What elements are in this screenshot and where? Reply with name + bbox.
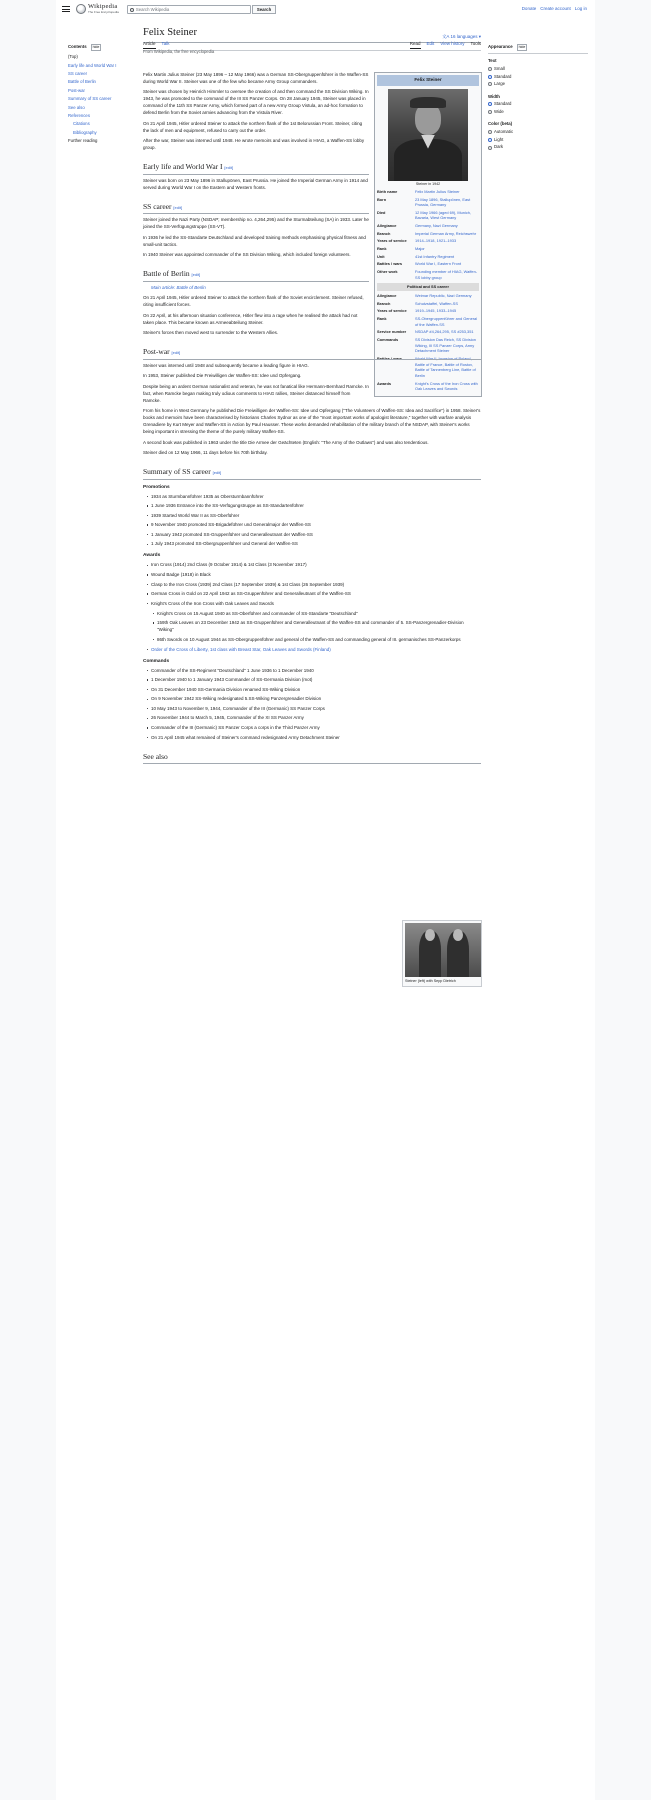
edit-section-link[interactable]: [edit] (224, 165, 234, 171)
tab-read[interactable]: Read (410, 41, 421, 49)
infobox-value[interactable]: 41st Infantry Regiment (415, 253, 455, 259)
list-item: 1 January 1942 promoted SS-Gruppenführer und Generalleutnant der Waffen-SS (151, 532, 481, 539)
infobox-label: Other work (377, 269, 398, 275)
awards-nested-list (157, 611, 481, 644)
paragraph: Steiner was born on 23 May 1896 in Stallupönen, East Prussia. He joined the Imperial German Army in 1914 and served during World War I on the Eastern and Western fronts. (143, 177, 368, 190)
appearance-option[interactable] (488, 74, 588, 80)
list-item: 159th Oak Leaves on 23 December 1942 as SS-Gruppenführer and Generalleutnant of the Waffen-SS and commander of 5. SS-Panzergrenadier-Division "Wiking" (157, 620, 481, 634)
infobox-label: Branch (377, 230, 391, 236)
option-label: Standard (494, 101, 512, 107)
infobox-label: Allegiance (377, 293, 397, 299)
infobox-row (377, 329, 479, 335)
infobox-value[interactable]: SS Division Das Reich, SS Division Wiking, III SS Panzer Corps, Army Detachment Steiner (415, 336, 476, 354)
infobox-label: Rank (377, 316, 387, 322)
toc-item[interactable]: Post-war (68, 87, 85, 93)
awards-list-tail (151, 647, 481, 654)
list-item: Knight's Cross of the Iron Cross with Oak Leaves and Swords (151, 601, 481, 608)
list-item: Iron Cross (1914) 2nd Class (9 October 1914) & 1st Class (3 November 1917) (151, 562, 481, 569)
infobox-value[interactable]: Germany, Nazi Germany (415, 223, 458, 229)
figure-steiner-dietrich[interactable] (402, 920, 482, 987)
infobox-value[interactable]: World War II, Invasion of Poland, Battle of France, Battle of Rostov, Battle of Tannenberg Line, Battle of Berlin (415, 355, 476, 378)
infobox-value[interactable]: Imperial German Army, Reichswehr (415, 230, 477, 236)
infobox-value[interactable]: Felix Martin Julius Steiner (415, 188, 460, 194)
toc-item[interactable]: References (68, 113, 90, 119)
infobox-row (377, 197, 479, 208)
list-item: 1 December 1940 to 1 January 1943 Commander of SS-Germania Division (mot) (151, 677, 481, 684)
page (56, 0, 595, 1800)
infobox-value[interactable]: 23 May 1896, Stallupönen, East Prussia, Germany (415, 196, 471, 208)
list-item: 26 November 1944 to March 5, 1945, Commander of the XI SS Panzer Army (151, 715, 481, 722)
paragraph: Steiner's forces then moved west to surrender to the Western Allies. (143, 330, 279, 336)
list-item: On 9 November 1942 SS-Wiking redesignated 5.SS-Wiking Panzergrenadier Division (151, 696, 481, 703)
portrait-photo[interactable] (388, 89, 468, 181)
infobox-label: Years of service (377, 238, 407, 244)
appearance-group (488, 121, 588, 150)
tab-view-history[interactable]: View history (440, 41, 465, 46)
figure-caption: Steiner (left) with Sepp Dietrich (405, 979, 456, 983)
infobox-label: Service number (377, 329, 407, 335)
subheading-promotions: Promotions (143, 484, 170, 490)
infobox-label: Died (377, 209, 386, 215)
toc-item[interactable]: Summary of SS career (68, 96, 112, 102)
globe-icon (76, 4, 86, 14)
list-item: On 21 April 1945 what remained of Steiner's command redesignated Army Detachment Steiner (151, 735, 481, 742)
toc-title: Contents (68, 44, 87, 49)
infobox-row (377, 293, 479, 299)
search-icon (130, 8, 134, 12)
infobox-row (377, 261, 479, 267)
language-button[interactable]: 文A 16 languages ▾ (441, 33, 481, 39)
appearance-group (488, 58, 588, 87)
infobox-value[interactable]: NSDAP #4,264,295, SS #253,351 (415, 329, 474, 335)
main-article-hatnote[interactable]: Main article: Battle of Berlin (151, 284, 206, 290)
tab-tools[interactable]: Tools (470, 41, 481, 46)
appearance-title: Appearance (488, 44, 513, 49)
infobox-value[interactable]: 1914–1918, 1921–1933 (415, 238, 457, 244)
option-label: Standard (494, 73, 512, 79)
tab-talk[interactable]: Talk (161, 41, 170, 46)
paragraph: Steiner was interned until 1948 and subsequently became a leading figure in HIAG. (143, 362, 309, 368)
portrait-caption: Steiner in 1942 (415, 181, 441, 186)
paragraph: Steiner died on 12 May 1966, 11 days before his 70th birthday. (143, 449, 268, 455)
infobox-value[interactable]: SS-Obergruppenführer and General of the Waffen-SS (415, 316, 478, 327)
infobox-label: Born (377, 196, 387, 202)
option-label: Automatic (494, 128, 514, 134)
list-item: 1 July 1943 promoted SS-Obergruppenführer und General der Waffen-SS (151, 541, 481, 548)
infobox-row (377, 189, 479, 195)
list-item: Knight's Cross on 15 August 1940 as SS-Oberführer and commander of SS-Standarte "Deutschland" (157, 611, 481, 618)
list-item: Commander of the III (Germanic) SS Panzer Corps a corps in the Third Panzer Army (151, 725, 481, 732)
appearance-option[interactable] (488, 66, 588, 72)
subheading-commands: Commands (143, 658, 170, 664)
option-label: Light (494, 136, 504, 142)
infobox-label: Branch (377, 300, 391, 306)
heading-summary-ss-career: Summary of SS career [edit] (143, 466, 481, 480)
page-title: Felix Steiner (143, 27, 197, 38)
infobox-label: Years of service (377, 308, 407, 314)
infobox-row (377, 238, 479, 244)
list-item[interactable]: Order of the Cross of Liberty, 1st class with Breast Star, Oak Leaves and Swords (Finland) (151, 647, 481, 654)
site-header (56, 0, 595, 18)
paragraph: On 21 April 1945, Hitler ordered Steiner to attack the northern flank of the Soviet encirclement. Steiner refused, citing insufficient forces. (143, 295, 364, 308)
appearance-panel (488, 44, 588, 157)
photo-steiner-dietrich[interactable] (405, 923, 481, 977)
search-button[interactable]: Search (252, 5, 276, 14)
main-menu-icon[interactable] (62, 6, 70, 11)
awards-list (151, 562, 481, 607)
list-item: 1 June 1936 Entrance into the SS-Verfügungstruppe as SS-Standartenführer (151, 503, 481, 510)
option-label: Small (494, 65, 505, 71)
infobox-row (377, 210, 479, 221)
list-item: 1934 as Sturmbannführer 1935 as Obersturmbannführer (151, 494, 481, 501)
appearance-group-label: Color (beta) (488, 121, 513, 127)
radio-button[interactable] (488, 130, 492, 134)
list-item: Commander of the SS-Regiment "Deutschland" 1 June 1936 to 1 December 1940 (151, 668, 481, 675)
infobox-row (377, 301, 479, 307)
infobox-value[interactable]: 1919–1945, 1933–1945 (415, 308, 457, 314)
toc-hide-button[interactable]: hide (91, 44, 102, 51)
donate-link[interactable]: Donate (521, 6, 537, 11)
paragraph: In 1936 he led the SS-Standarte Deutschland and developed training methods emphasising physical fitness and small-unit tactics. (143, 234, 366, 247)
appearance-option[interactable] (488, 129, 588, 135)
list-item: On 31 December 1940 SS-Germania Division renamed SS-Wiking Division (151, 687, 481, 694)
list-item: 1939 Started World War II as SS-Oberführer (151, 513, 481, 520)
infobox-section-ss: Political and SS career (377, 283, 479, 291)
infobox-label: Battles / wars (377, 261, 403, 267)
infobox-row (377, 246, 479, 252)
edit-section-link[interactable]: [edit] (173, 204, 183, 210)
heading-early-life: Early life and World War I [edit] (143, 161, 369, 175)
infobox-label: Birth name (377, 188, 398, 194)
appearance-group-label: Width (488, 93, 500, 99)
paragraph: Steiner joined the Nazi Party (NSDAP; membership no. 4,264,295) and the Sturmabteilung (SA) in 1933. Later he joined the SS-Verfügungstruppe (SS-VT). (143, 217, 369, 230)
infobox-value[interactable]: World War I, Eastern Front (415, 261, 462, 267)
edit-section-link[interactable]: [edit] (212, 469, 222, 475)
toc-item[interactable]: Citations (73, 121, 90, 127)
infobox-value[interactable]: Weimar Republic, Nazi Germany (415, 293, 472, 299)
toc-item[interactable]: (Top) (68, 54, 78, 60)
wikipedia-logo[interactable] (76, 4, 119, 14)
list-item: Wound Badge (1918) in Black (151, 572, 481, 579)
wordmark: Wikipedia (88, 3, 118, 11)
paragraph: In 1953, Steiner published Die Freiwilligen der Waffen-SS: Idee und Opfergang. (143, 373, 302, 379)
edit-section-link[interactable]: [edit] (191, 272, 201, 278)
appearance-hide-button[interactable]: hide (517, 44, 528, 51)
list-item: 10 May 1943 to November 9, 1944, Commander of the III (Germanic) SS Panzer Corps (151, 706, 481, 713)
tab-article[interactable]: Article (143, 41, 156, 49)
infobox-row (377, 254, 479, 260)
lead-paragraph: On 21 April 1945, Hitler ordered Steiner to attack the northern flank of the 1st Belorussian Front. Steiner, citing the lack of men and equipment, refused to carry out the order. (143, 120, 363, 133)
list-item: 9 November 1940 promoted SS-Brigadeführer und Generalmajor der Waffen-SS (151, 522, 481, 529)
radio-button[interactable] (488, 146, 492, 150)
appearance-option[interactable] (488, 144, 588, 150)
infobox-row (377, 269, 479, 280)
infobox-label: Battles / wars (377, 355, 403, 361)
table-of-contents (68, 44, 134, 147)
toc-item[interactable]: Further reading (68, 138, 98, 144)
infobox-value[interactable]: Knight's Cross of the Iron Cross with Oak Leaves and Swords (415, 380, 478, 392)
toc-item[interactable]: Bibliography (73, 129, 97, 135)
toc-item[interactable]: SS career (68, 71, 88, 77)
toc-item[interactable]: See also (68, 104, 85, 110)
option-label: Large (494, 81, 505, 87)
radio-button[interactable] (488, 67, 492, 71)
infobox-label: Unit (377, 253, 385, 259)
from-wikipedia-note: From Wikipedia, the free encyclopedia (143, 49, 215, 54)
radio-button[interactable] (488, 138, 492, 142)
commands-list (151, 668, 481, 742)
heading-see-also: See also (143, 751, 481, 765)
infobox-value[interactable]: 12 May 1966 (aged 69), Munich, Bavaria, West Germany (415, 209, 472, 221)
infobox-row (377, 231, 479, 237)
tagline: The Free Encyclopedia (88, 9, 119, 14)
edit-section-link[interactable]: [edit] (171, 350, 181, 356)
search-form (127, 5, 276, 14)
appearance-group (488, 94, 588, 116)
infobox-label: Allegiance (377, 223, 397, 229)
toc-item[interactable]: Battle of Berlin (68, 79, 96, 85)
subheading-awards: Awards (143, 553, 161, 559)
paragraph: A second book was published in 1963 under the title Die Armee der Geächteten (English: "The Army of the Outlaws") and was also tendentious. (143, 439, 429, 445)
infobox-label: Commands (377, 336, 399, 342)
infobox-value[interactable]: Schutzstaffel, Waffen-SS (415, 300, 458, 306)
appearance-option[interactable] (488, 109, 588, 115)
radio-button[interactable] (488, 75, 492, 79)
paragraph: In 1940 Steiner was appointed commander of the SS Division Wiking, which included foreign volunteers. (143, 252, 351, 258)
option-label: Dark (494, 144, 504, 150)
promotions-list (151, 494, 481, 549)
paragraph: Despite being an ardent German nationalist and veteran, he was not fanatical like Hermann-Bernhard Ramcke. In fact, when Ramcke began making truly odious comments to HIAG rallies, Steiner distanced himself from Ramcke. (143, 383, 369, 403)
heading-ss-career: SS career [edit] (143, 201, 369, 215)
list-item: German Cross in Gold on 22 April 1942 as SS-Gruppenführer and Generalleutnant of the Waffen-SS (151, 591, 481, 598)
search-input[interactable]: Search Wikipedia (127, 5, 251, 14)
radio-button[interactable] (488, 82, 492, 86)
infobox-value[interactable]: Founding member of HIAG, Waffen-SS lobby group (415, 269, 478, 280)
personal-tools (522, 6, 587, 13)
lead-paragraph: Felix Martin Julius Steiner (23 May 1896 – 12 May 1966) was a German SS-Obergruppenführer in the Waffen-SS during World War II. Steiner was one of the few who became Army Group commanders. (143, 72, 369, 84)
radio-button[interactable] (488, 102, 492, 106)
toc-item[interactable]: Early life and World War I (68, 62, 117, 68)
infobox-value[interactable]: Major (415, 246, 425, 252)
create-account-link[interactable]: Create account (540, 6, 571, 11)
infobox-row (377, 223, 479, 229)
appearance-group-label: Text (488, 58, 497, 64)
heading-battle-of-berlin: Battle of Berlin [edit] (143, 268, 369, 282)
appearance-option[interactable] (488, 101, 588, 107)
appearance-option[interactable] (488, 81, 588, 87)
infobox-row (377, 381, 479, 392)
tab-edit[interactable]: Edit (426, 41, 435, 46)
lead-paragraph: After the war, Steiner was interned until 1948. He wrote memoirs and was involved in HIAG, a Waffen-SS lobby group. (143, 138, 365, 151)
infobox-row (377, 316, 479, 327)
paragraph: On 22 April, at his afternoon situation conference, Hitler flew into a rage when he realised the attack had not taken place. This became known as Armeeabteilung Steiner. (143, 312, 358, 325)
login-link[interactable]: Log in (574, 6, 587, 11)
appearance-option[interactable] (488, 137, 588, 143)
infobox-row (377, 308, 479, 314)
list-item: Clasp to the Iron Cross (1939) 2nd Class (17 September 1939) & 1st Class (26 September 1939) (151, 582, 481, 589)
heading-post-war: Post-war [edit] (143, 346, 481, 360)
list-item: 86th Swords on 10 August 1944 as SS-Obergruppenführer and general of the Waffen-SS and commanding general of III. germanisches SS-Panzerkorps (157, 637, 481, 644)
lead-paragraph: Steiner was chosen by Heinrich Himmler to oversee the creation of and then command the SS Division Wiking. In 1943, he was promoted to the command of the III SS Panzer Corps. On 28 January 1945, Steiner was placed in command of the 11th SS Panzer Army, which formed part of a new Army Group Vistula, an ad-hoc formation to defend Berlin from the Soviet armies advancing from the Vistula River. (143, 89, 369, 116)
radio-button[interactable] (488, 110, 492, 114)
option-label: Wide (494, 109, 504, 115)
infobox-label: Rank (377, 246, 387, 252)
paragraph: From his home in West Germany he published Die Freiwilligen der Waffen-SS: Idee und Opfergang ("The Volunteers of Waffen-SS: Idea and Sacrifice") in 1958. Steiner's books and memoirs have been characterised by historians Charles Sydnor as one of the "most important works of apologist literature," together with warfare analysis Grenadiere by Kurt Meyer and Waffen-SS in Action by Paul Hausser. These works demanded rehabilitation of the military branch of the NSDAP, with Steiner's works being important in stressing the theme of the purely military Waffen-SS. (143, 408, 481, 435)
infobox-title: Felix Steiner (377, 75, 479, 86)
infobox-label: Awards (377, 380, 391, 386)
